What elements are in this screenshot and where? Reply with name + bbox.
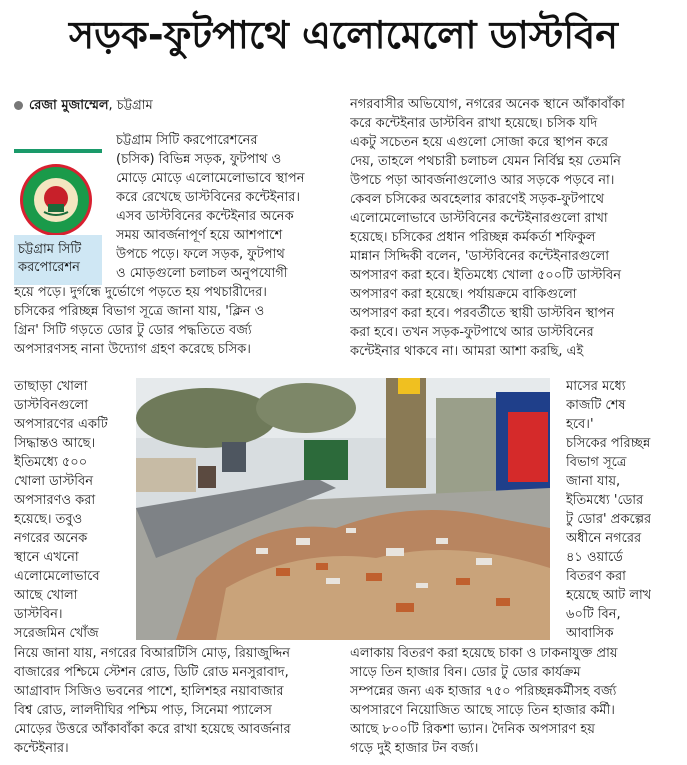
text-line: একটু সচেতন হয়ে এগুলো সোজা করে স্থাপন করে (350, 135, 609, 150)
text-line: কেবল চসিকের অবহেলার কারণেই সড়ক-ফুটপাথে (350, 192, 605, 207)
byline (14, 96, 153, 117)
text-line: ইতিমধ্যে 'ডোর (566, 493, 644, 508)
text-line: নগরবাসীর অভিযোগ, নগরের অনেক স্থানে আঁকাবাঁকা (350, 97, 625, 112)
text-line: অপসারণ করা হবে। পরবর্তীতে স্থায়ী ডাস্টবিন স্থাপন (350, 306, 615, 321)
text-line: মাসের মধ্যে (566, 379, 626, 394)
text-line: হয়েছে। তবুও (14, 512, 83, 527)
text-line: হয়েছে। চসিকের প্রধান পরিচ্ছন্ন কর্মকর্তা শফিকুল (350, 230, 596, 245)
text-line: অপসারণসহ নানা উদ্যোগ গ্রহণ করেছে চসিক। (14, 342, 251, 357)
text-line: বিতরণ করা (566, 569, 626, 584)
text-line: ইতিমধ্যে ৫০০ (14, 455, 88, 470)
text-line: করে কন্টেইনার ডাস্টবিন রাখা হয়েছে। চসিক যদি (350, 116, 598, 131)
text-line: সময় আবর্জনাপূর্ণ হয়ে আশপাশে (116, 228, 283, 243)
text-line: করা হবে। তখন সড়ক-ফুটপাথে আর ডাস্টবিনের (350, 325, 594, 340)
text-line: কাজটি শেষ (566, 398, 626, 413)
dateline-place: , চট্টগ্রাম (108, 98, 153, 113)
text-line: উপচে পড়া আবর্জনাগুলোও আর সড়কে পড়বে না। (350, 173, 615, 188)
text-line: টু ডোর' প্রকল্পের (566, 512, 652, 527)
bullet-icon (14, 101, 23, 110)
text-line: সম্পন্নের জন্য এক হাজার ৭৫০ পরিচ্ছন্নকর্মীসহ বর্জ্য (350, 684, 617, 699)
text-line: সিদ্ধান্তও আছে। (14, 436, 96, 451)
logo-accent-bar (14, 149, 102, 153)
text-line: অপসারণে নিয়োজিত আছে সাড়ে তিন হাজার কর্মী। (350, 703, 615, 718)
col1-intro (116, 131, 305, 283)
text-line: জানা যায়, (566, 474, 621, 489)
text-line: ৬০টি বিন, (566, 607, 621, 622)
text-line: চট্টগ্রাম সিটি করপোরেশনের (116, 133, 258, 148)
col1-narrow (14, 377, 108, 643)
text-line: হবে।' (566, 417, 594, 432)
text-line: অপসারণ করা হয়েছে। পর্যায়ক্রমে বাকিগুলো (350, 287, 577, 302)
text-line: সাড়ে তিন হাজার বিন। ডোর টু ডোর কার্যক্রম (350, 665, 581, 680)
text-line: এলোমেলোভাবে ডাস্টবিনের কন্টেইনারগুলো রাখা (350, 211, 608, 226)
text-line: মোড়ে মোড়ে এলোমেলোভাবে স্থাপন (116, 171, 305, 186)
col2-top (350, 95, 625, 361)
text-line: হয়েছে আট লাখ (566, 588, 652, 603)
text-line: ও মোড়গুলো চলাচল অনুপযোগী (116, 266, 288, 281)
text-line: অপসারণও করা (14, 493, 96, 508)
text-line: (চসিক) বিভিন্ন সড়ক, ফুটপাথ ও (116, 152, 282, 167)
text-line: ৪১ ওয়ার্ডে (566, 550, 623, 565)
col2-narrow (566, 377, 651, 643)
city-corporation-logo (18, 162, 94, 238)
col2-bottom (350, 644, 618, 758)
logo-caption: চট্টগ্রাম সিটি করপোরেশন (14, 235, 102, 285)
text-line: আছে খোলা (14, 588, 78, 603)
col1-wide (14, 283, 267, 359)
text-line: ডাস্টবিন। (14, 607, 63, 622)
text-line: বাজারের পশ্চিমে স্টেশন রোড, ডিটি রোড মনসুরাবাদ, (14, 665, 289, 680)
text-line: অপসারণ করা হবে। ইতিমধ্যে খোলা ৫০০টি ডাস্টবিন (350, 268, 621, 283)
text-line: কন্টেইনার। (14, 741, 69, 756)
text-line: আবাসিক (566, 626, 614, 641)
text-line: বিভাগ সূত্রে (566, 455, 627, 470)
text-line: চসিকের পরিচ্ছন্ন বিভাগ সূত্রে জানা যায়, 'ক্লিন ও (14, 304, 265, 319)
text-line: নিয়ে জানা যায়, নগরের বিআরটিসি মোড়, রিয়াজুদ্দিন (14, 646, 291, 661)
text-line: আগ্রাবাদ সিজিও ভবনের পাশে, হালিশহর নয়াবাজার (14, 684, 284, 699)
headline: সড়ক-ফুটপাথে এলোমেলো ডাস্টবিন (69, 13, 618, 57)
text-line: এসব ডাস্টবিনের কন্টেইনার অনেক (116, 209, 294, 224)
text-line: ডাস্টবিনগুলো (14, 398, 89, 413)
text-line: গ্রিন' সিটি গড়তে ডোর টু ডোর পদ্ধতিতে বর্জ্য (14, 323, 252, 338)
text-line: দেয়, তাহলে পথচারী চলাচল যেমন নির্বিঘ্ন হয় তেমনি (350, 154, 621, 169)
text-line: উপচে পড়ে। ফলে সড়ক, ফুটপাথ (116, 247, 285, 262)
text-line: নগরের অনেক (14, 531, 88, 546)
text-line: অধীনে নগরের (566, 531, 642, 546)
text-line: সরেজমিন খোঁজ (14, 626, 99, 641)
text-line: অপসারণের একটি (14, 417, 108, 432)
text-line: মান্নান সিদ্দিকী বলেন, 'ডাস্টবিনের কন্টেইনারগুলো (350, 249, 609, 264)
text-line: আছে ৮০০টি রিকশা ভ্যান। দৈনিক অপসারণ হয় (350, 722, 595, 737)
text-line: তাছাড়া খোলা (14, 379, 88, 394)
text-line: এলোমেলোভাবে (14, 569, 100, 584)
col1-bottom (14, 644, 291, 758)
text-line: মোড়ের উত্তরে আঁকাবাঁকা করে রাখা হয়েছে আবর্জনার (14, 722, 291, 737)
text-line: চসিকের পরিচ্ছন্ন (566, 436, 651, 451)
street-garbage-photo (136, 378, 550, 640)
reporter-name: রেজা মুজাম্মেল (29, 98, 109, 113)
text-line: কন্টেইনার থাকবে না। আমরা আশা করছি, এই (350, 344, 584, 359)
text-line: স্থানে এখনো (14, 550, 79, 565)
text-line: করে রেখেছে ডাস্টবিনের কন্টেইনার। (116, 190, 301, 205)
text-line: বিশ্ব রোড, লালদীঘির পশ্চিম পাড়, সিনেমা প্যালেস (14, 703, 272, 718)
text-line: খোলা ডাস্টবিন (14, 474, 94, 489)
text-line: গড়ে দুই হাজার টন বর্জ্য। (350, 741, 479, 756)
text-line: হয়ে পড়ে। দুর্গন্ধে দুর্ভোগে পড়তে হয় পথচারীদের। (14, 285, 267, 300)
text-line: এলাকায় বিতরণ করা হয়েছে চাকা ও ঢাকনাযুক্ত প্রায় (350, 646, 618, 661)
